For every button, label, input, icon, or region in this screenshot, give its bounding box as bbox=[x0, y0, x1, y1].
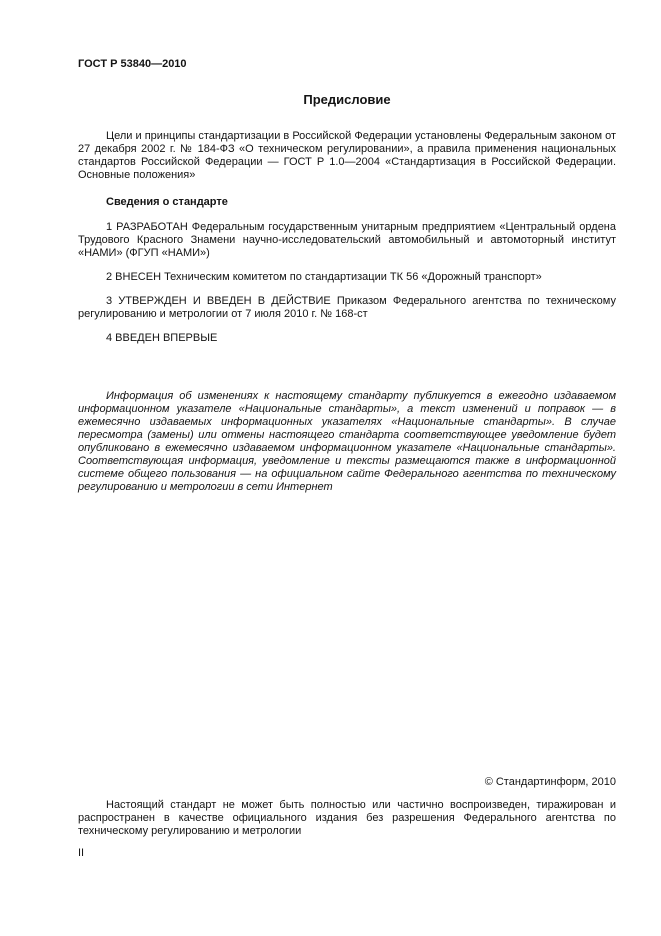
standard-info-item-approved: 3 УТВЕРЖДЕН И ВВЕДЕН В ДЕЙСТВИЕ Приказом Федерального агентства по техническому регулированию и метрологии от 7 июля 2010 г. № 168-ст bbox=[78, 295, 616, 320]
page-title: Предисловие bbox=[303, 92, 391, 107]
standard-info-item-introduced: 4 ВВЕДЕН ВПЕРВЫЕ bbox=[106, 332, 218, 344]
amendments-notice-paragraph: Информация об изменениях к настоящему стандарту публикуется в ежегодно издаваемом информационном указателе «Национальные стандарты», а текст изменений и поправок — в ежемесячно издаваемых информационных указателях «Национальные стандарты». В случае пересмотра (замены) или отмены настоящего стандарта соответствующее уведомление будет опубликовано в ежемесячно издаваемом информационном указателе «Национальные стандарты». Соответствующая информация, уведомление и тексты размещаются также в информационной системе общего пользования — на официальном сайте Федерального агентства по техническому регулированию и метрологии в сети Интернет bbox=[78, 390, 616, 493]
intro-paragraph: Цели и принципы стандартизации в Российской Федерации установлены Федеральным законом от 27 декабря 2002 г. № 184-ФЗ «О техническом регулировании», а правила применения национальных стандартов Российской Федерации — ГОСТ Р 1.0—2004 «Стандартизация в Российской Федерации. Основные положения» bbox=[78, 130, 616, 181]
page-number: II bbox=[78, 847, 85, 859]
document-number-header: ГОСТ Р 53840—2010 bbox=[78, 58, 187, 70]
standard-info-item-submitted: 2 ВНЕСЕН Техническим комитетом по стандартизации ТК 56 «Дорожный транспорт» bbox=[106, 271, 542, 283]
section-heading-standard-info: Сведения о стандарте bbox=[106, 196, 228, 208]
standard-info-item-developed: 1 РАЗРАБОТАН Федеральным государственным унитарным предприятием «Центральный ордена Трудового Красного Знамени научно-исследовательский автомобильный и автомоторный институт «НАМИ» (ФГУП «НАМИ») bbox=[78, 221, 616, 259]
copyright-line: © Стандартинформ, 2010 bbox=[484, 776, 616, 788]
reproduction-restriction-note: Настоящий стандарт не может быть полностью или частично воспроизведен, тиражирован и распространен в качестве официального издания без разрешения Федерального агентства по техническому регулированию и метрологии bbox=[78, 799, 616, 837]
